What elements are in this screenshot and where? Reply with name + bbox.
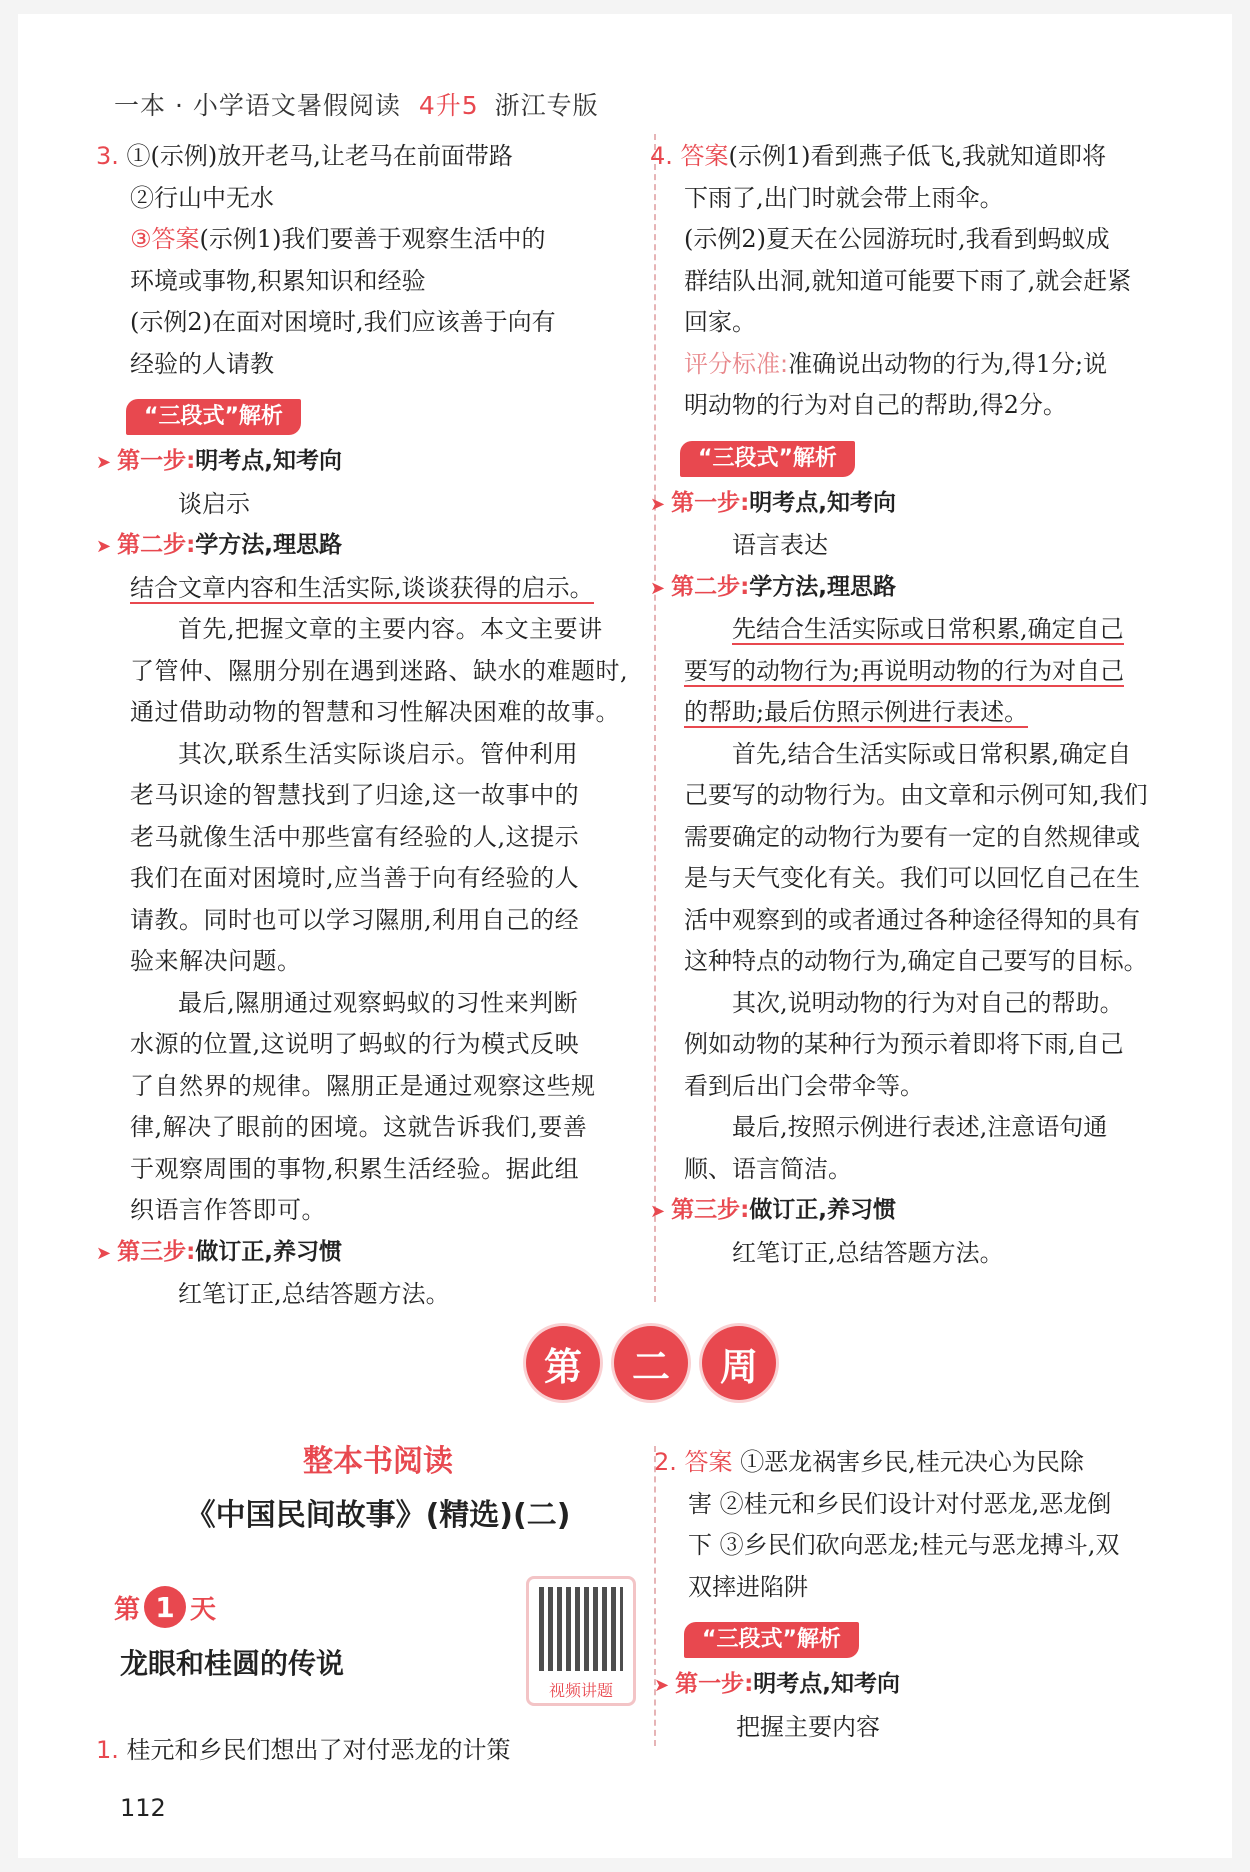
step-text: 明考点,知考向 [749,489,897,516]
answer-line: 下 ③乡民们砍向恶龙;桂元与恶龙搏斗,双 [688,1531,1120,1559]
analysis-line: 最后,按照示例进行表述,注意语句通 [732,1113,1108,1141]
arrow-icon: ➤ [650,577,666,599]
step-3 [650,1190,1210,1233]
step-text: 学方法,理思路 [195,532,343,558]
day-prefix: 第 [114,1594,141,1625]
analysis-line: 活中观察到的或者通过各种途径得知的具有 [684,905,1140,934]
analysis-line: 验来解决问题。 [130,947,302,975]
answer-line: 经验的人请教 [130,349,274,378]
question-number: 3. [96,142,119,170]
day-number: 1 [144,1586,186,1628]
week-badge-char: 周 [702,1326,776,1400]
step-detail: 谈启示 [178,489,250,518]
analysis-line: 需要确定的动物行为要有一定的自然规律或 [684,822,1140,851]
header-grade: 4升5 [418,91,479,120]
step-label: 第一步: [675,1671,754,1697]
answer-line: 害 ②桂元和乡民们设计对付恶龙,恶龙倒 [688,1489,1112,1518]
answer-line: 环境或事物,积累知识和经验 [130,266,426,295]
analysis-tag: “三段式”解析 [126,399,301,435]
answer-line: 回家。 [684,308,756,336]
analysis-line: 这种特点的动物行为,确定自己要写的目标。 [684,947,1148,975]
qr-caption: 视频讲题 [548,1681,613,1700]
analysis-line: 了自然界的规律。隰朋正是通过观察这些规 [130,1071,596,1100]
step-label: 第三步: [671,1197,750,1223]
step-label: 第二步: [117,532,196,558]
week-badge-char: 第 [526,1326,600,1400]
analysis-line: 是与天气变化有关。我们可以回忆自己在生 [684,864,1140,892]
step-text: 做订正,养习惯 [195,1238,343,1265]
step-label: 第一步: [671,489,750,516]
analysis-line: 我们在面对困境时,应当善于向有经验的人 [130,864,580,892]
answer-label: ③答案 [130,225,200,253]
analysis-line: 老马识途的智慧找到了归途,这一故事中的 [130,781,580,809]
analysis-line: 律,解决了眼前的困境。这就告诉我们,要善 [130,1113,588,1141]
running-header [114,86,599,122]
analysis-line: 顺、语言简洁。 [684,1154,852,1183]
method-underline: 要写的动物行为;再说明动物的行为对自己 [684,656,1125,685]
week-badge-char: 二 [614,1326,688,1400]
analysis-tag: “三段式”解析 [684,1622,859,1658]
arrow-icon: ➤ [96,536,112,557]
step-detail: 语言表达 [732,531,828,559]
analysis-line: 例如动物的某种行为预示着即将下雨,自己 [684,1030,1124,1058]
question-1 [96,1730,636,1772]
answer-label: 答案 [680,142,729,170]
step-label: 第三步: [117,1238,196,1265]
analysis-line: 请教。同时也可以学习隰朋,利用自己的经 [130,905,580,934]
method-underline: 的帮助;最后仿照示例进行表述。 [684,698,1029,726]
answer-line: (示例2)夏天在公园游玩时,我看到蚂蚁成 [684,225,1110,253]
section-title: 整本书阅读 [303,1444,453,1479]
analysis-line: 己要写的动物行为。由文章和示例可知,我们 [684,781,1148,809]
page-number: 112 [120,1794,166,1822]
answer-line: (示例2)在面对困境时,我们应该善于向有 [130,308,556,336]
method-underline: 结合文章内容和生活实际,谈谈获得的启示。 [130,573,594,602]
answer-label: 答案 [684,1448,733,1476]
answer-line: (示例1)我们要善于观察生活中的 [199,225,546,253]
analysis-line: 通过借助动物的智慧和习性解决困难的故事。 [130,698,620,726]
analysis-line: 其次,说明动物的行为对自己的帮助。 [732,988,1124,1017]
step-2 [96,525,636,568]
analysis-line: 首先,结合生活实际或日常积累,确定自 [732,739,1132,768]
step-text: 明考点,知考向 [753,1671,901,1697]
step-text: 学方法,理思路 [749,573,897,600]
answer-line: 下雨了,出门时就会带上雨伞。 [684,183,1004,212]
qr-icon [539,1587,623,1671]
page [18,14,1232,1858]
analysis-line: 其次,联系生活实际谈启示。管仲利用 [178,739,579,768]
step-detail: 红笔订正,总结答题方法。 [732,1238,1004,1267]
grading-label: 评分标准: [684,349,789,378]
answer-line: ①恶龙祸害乡民,桂元决心为民除 [740,1448,1084,1476]
question-text: 桂元和乡民们想出了对付恶龙的计策 [126,1736,511,1764]
question-number: 4. [650,142,673,170]
analysis-line: 水源的位置,这说明了蚂蚁的行为模式反映 [130,1030,580,1058]
right-column [650,136,1210,1274]
question-number: 1. [96,1736,119,1764]
arrow-icon: ➤ [654,1675,670,1696]
arrow-icon: ➤ [96,452,112,473]
step-text: 明考点,知考向 [195,448,343,474]
analysis-line: 看到后出门会带伞等。 [684,1071,924,1100]
step-1 [654,1664,1214,1707]
story-title: 龙眼和桂圆的传说 [120,1647,345,1680]
qr-code[interactable] [526,1576,636,1706]
analysis-line: 于观察周围的事物,积累生活经验。据此组 [130,1154,580,1183]
analysis-line: 了管仲、隰朋分别在遇到迷路、缺水的难题时, [130,656,629,685]
book-title: 《中国民间故事》(精选)(二) [185,1498,571,1533]
step-2 [650,567,1210,610]
step-detail: 把握主要内容 [736,1712,880,1741]
grading-text: 准确说出动物的行为,得1分;说 [788,349,1108,378]
day-badge [114,1586,216,1628]
arrow-icon: ➤ [96,1242,112,1264]
answer-line: 双摔进陷阱 [688,1572,808,1601]
left-column [96,136,636,1316]
step-detail: 红笔订正,总结答题方法。 [178,1280,450,1308]
question-number: 2. [654,1448,677,1476]
header-title: 一本 · 小学语文暑假阅读 [114,91,401,120]
step-1 [96,441,636,484]
answer-line: (示例1)看到燕子低飞,我就知道即将 [728,142,1107,170]
week-heading [526,1326,776,1400]
step-1 [650,483,1210,526]
analysis-line: 最后,隰朋通过观察蚂蚁的习性来判断 [178,988,579,1017]
answer-line: ②行山中无水 [130,183,274,212]
step-3 [96,1232,636,1275]
step-label: 第一步: [117,448,196,474]
arrow-icon: ➤ [650,493,666,515]
grading-text: 明动物的行为对自己的帮助,得2分。 [684,391,1067,419]
analysis-line: 织语言作答即可。 [130,1196,326,1224]
step-text: 做订正,养习惯 [749,1197,897,1223]
analysis-line: 首先,把握文章的主要内容。本文主要讲 [178,615,603,643]
method-underline: 先结合生活实际或日常积累,确定自己 [732,615,1124,643]
analysis-line: 老马就像生活中那些富有经验的人,这提示 [130,822,580,851]
answer-line: 群结队出洞,就知道可能要下雨了,就会赶紧 [684,266,1132,295]
header-province: 浙江专版 [494,91,599,120]
day-suffix: 天 [190,1594,217,1625]
bottom-right-column [654,1442,1214,1748]
arrow-icon: ➤ [650,1201,666,1222]
answer-line: ①(示例)放开老马,让老马在前面带路 [126,142,513,170]
analysis-tag: “三段式”解析 [680,441,855,477]
step-label: 第二步: [671,573,750,600]
